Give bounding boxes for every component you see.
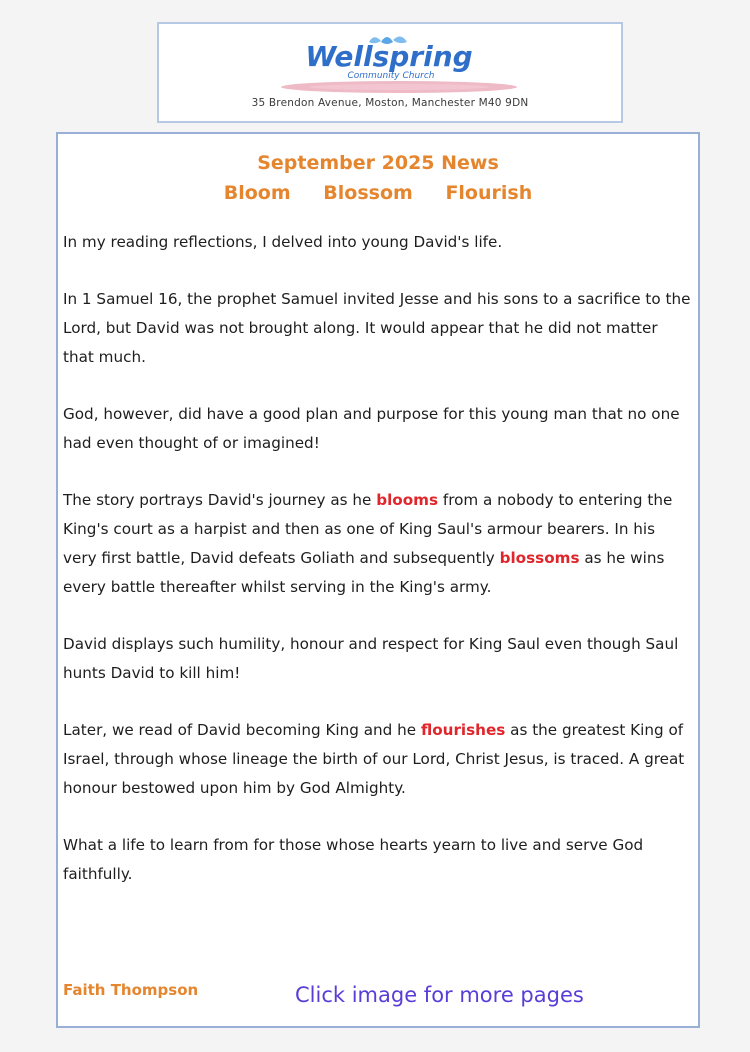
paragraph-6: [63, 716, 692, 803]
highlight-blooms: blooms: [376, 491, 439, 509]
wellspring-logo-graphic: [249, 32, 529, 96]
paragraph-4: [63, 486, 692, 602]
wellspring-logo: [249, 32, 529, 96]
logo-subtitle: Community Church: [347, 71, 435, 81]
paragraph-4-part-c: as he wins every battle thereafter whilst serving in the King's army.: [63, 549, 665, 596]
newsletter-page[interactable]: [56, 132, 700, 1028]
paragraph-7: What a life to learn from for those whose hearts yearn to live and serve God faithfully.: [63, 836, 644, 883]
newsletter-body: [58, 228, 698, 889]
logo-wordmark: Wellspring: [305, 40, 473, 73]
paragraph-2: In 1 Samuel 16, the prophet Samuel invited Jesse and his sons to a sacrifice to the Lord, but David was not brought along. It would appear that he did not matter that much.: [63, 290, 691, 366]
highlight-blossoms: blossoms: [499, 549, 580, 567]
more-pages-link[interactable]: Click image for more pages: [295, 983, 584, 1007]
author-signature: Faith Thompson: [63, 981, 199, 999]
paragraph-1: In my reading reflections, I delved into young David's life.: [63, 233, 503, 251]
highlight-flourishes: flourishes: [420, 721, 506, 739]
theme-word-blossom: Blossom: [323, 182, 413, 204]
paragraph-4-part-a: The story portrays David's journey as he: [63, 491, 377, 509]
paragraph-3: God, however, did have a good plan and purpose for this young man that no one had even thought of or imagined!: [63, 405, 680, 452]
theme-word-flourish: Flourish: [445, 182, 533, 204]
paragraph-6-part-a: Later, we read of David becoming King and he: [63, 721, 421, 739]
church-address: 35 Brendon Avenue, Moston, Manchester M40 9DN: [251, 97, 529, 109]
church-header: [157, 22, 623, 123]
theme-words: [58, 178, 698, 208]
paragraph-5: David displays such humility, honour and respect for King Saul even though Saul hunts David to kill him!: [63, 635, 679, 682]
paragraph-6-part-b: as the greatest King of Israel, through whose lineage the birth of our Lord, Christ Jesus, is traced. A great honour bestowed upon him by God Almighty.: [63, 721, 685, 797]
theme-word-bloom: Bloom: [223, 182, 291, 204]
paragraph-4-part-b: from a nobody to entering the King's court as a harpist and then as one of King Saul's armour bearers. In his very first battle, David defeats Goliath and subsequently: [63, 491, 673, 567]
newsletter-title: September 2025 News: [257, 152, 499, 174]
